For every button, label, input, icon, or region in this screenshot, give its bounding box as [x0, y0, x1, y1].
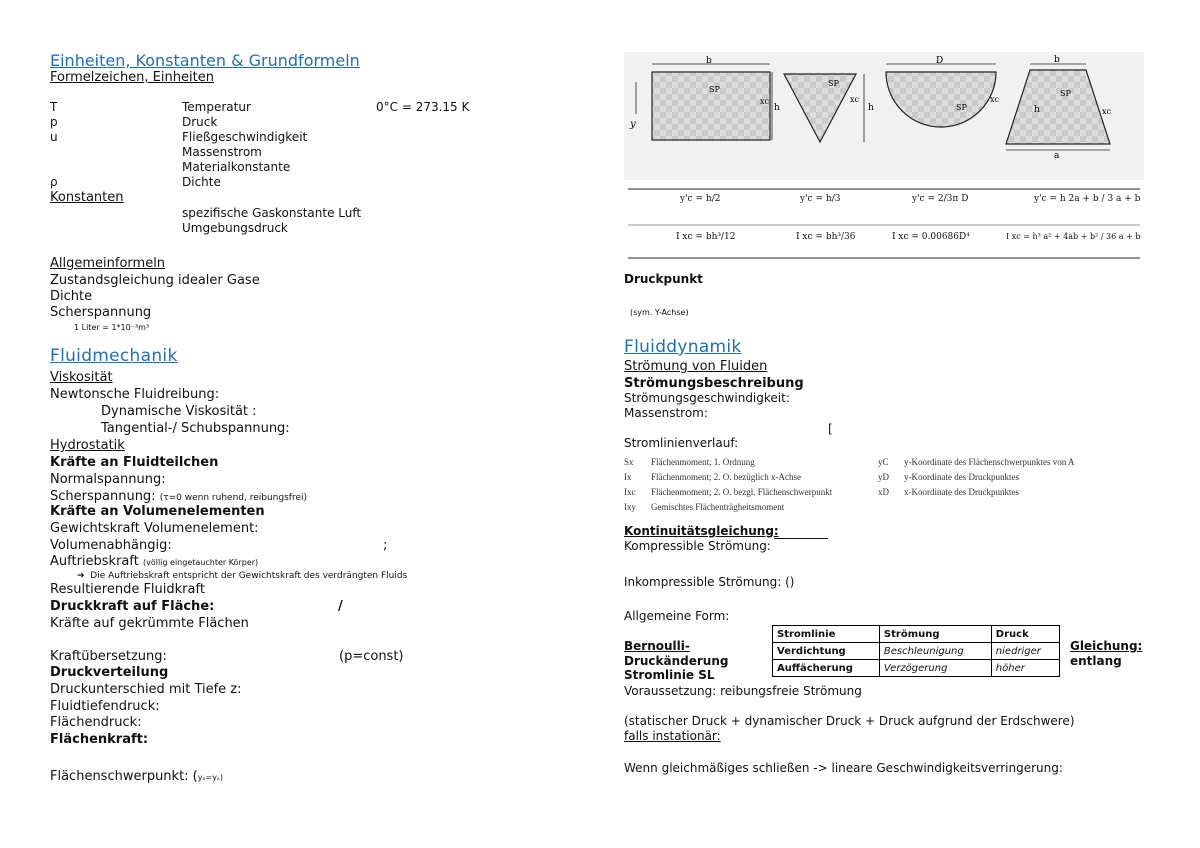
heading-druckpunkt: Druckpunkt	[624, 272, 703, 286]
label-sp3: SP	[956, 103, 967, 112]
formula-ix-rect: I xc = bh³/12	[676, 232, 736, 242]
name-temperatur: Temperatur	[182, 100, 251, 114]
symbol-T: T	[50, 100, 58, 114]
text-stroemungsgeschwindigkeit: Strömungsgeschwindigkeit:	[624, 391, 790, 405]
table-cell: Beschleunigung	[879, 643, 991, 660]
druckkraft-slash: /	[338, 599, 343, 614]
auftrieb-note: (völlig eingetauchter Körper)	[142, 558, 259, 567]
legend-yd-symbol: yD	[878, 472, 889, 482]
label-y1: y	[630, 119, 636, 130]
label-sp2: SP	[828, 79, 839, 88]
symbol-rho: ρ	[50, 175, 58, 189]
text-stromlinienverlauf: Stromlinienverlauf:	[624, 436, 739, 450]
formula-yc-rect: y'c = h/2	[680, 194, 721, 204]
symbol-p: p	[50, 115, 58, 129]
heading-stroemung-fluiden: Strömung von Fluiden	[624, 359, 768, 374]
heading-stroemungsbeschreibung: Strömungsbeschreibung	[624, 376, 804, 391]
text-auftriebskraft	[50, 555, 258, 570]
text-liter: 1 Liter = 1*10⁻³m³	[74, 323, 150, 332]
legend-ixy-symbol: Ixy	[624, 502, 636, 512]
text-dichte: Dichte	[50, 289, 93, 304]
text-p-const: (p=const)	[339, 649, 404, 664]
konstante-umgebungsdruck: Umgebungsdruck	[182, 221, 288, 235]
table-cell: Verzögerung	[879, 660, 991, 677]
text-statischer-druck: (statischer Druck + dynamischer Druck + Druck aufgrund der Erdschwere)	[624, 714, 1075, 728]
label-h2: h	[868, 103, 874, 113]
heading-allgemeinformeln: Allgemeinformeln	[50, 256, 166, 271]
legend-ixc-text: Flächenmoment; 2. O. bezgl. Flächenschwerpunkt	[651, 487, 833, 497]
text-sym-y-achse: (sym. Y-Achse)	[630, 308, 689, 317]
auftrieb-text: Die Auftriebskraft entspricht der Gewichtskraft des verdrängten Fluids	[90, 571, 408, 581]
text-normalspannung: Normalspannung:	[50, 472, 166, 487]
label-h4: h	[1034, 105, 1040, 115]
symbol-u: u	[50, 130, 58, 144]
semicolon: ;	[383, 538, 388, 553]
legend-sx-symbol: Sx	[624, 457, 634, 467]
text-newton: Newtonsche Fluidreibung:	[50, 387, 220, 402]
name-materialkonstante: Materialkonstante	[182, 160, 291, 174]
table-row	[773, 626, 1060, 643]
heading-flaechenkraft: Flächenkraft:	[50, 732, 149, 747]
legend-ixc-symbol: Ixc	[624, 487, 636, 497]
name-massenstrom: Massenstrom	[182, 145, 262, 159]
table-cell: Verdichtung	[773, 643, 880, 660]
heading-druckverteilung: Druckverteilung	[50, 665, 169, 680]
label-a4: a	[1054, 151, 1060, 161]
label-xc1: xc	[760, 97, 769, 106]
stromlinie-table	[772, 625, 1060, 677]
formula-yc-semicircle: y'c = 2/3π D	[912, 194, 969, 204]
legend-ix-symbol: Ix	[624, 472, 632, 482]
legend-yc-text: y-Koordinate des Flächenschwerpunktes von A	[904, 457, 1075, 467]
table-cell: Auffächerung	[773, 660, 880, 677]
text-gekruemmt: Kräfte auf gekrümmte Flächen	[50, 616, 249, 631]
label-b4: b	[1054, 55, 1060, 65]
name-druck: Druck	[182, 115, 218, 129]
text-dynvisk: Dynamische Viskosität :	[101, 404, 257, 419]
text-scherspannung: Scherspannung	[50, 305, 152, 320]
text-flaechenschwerpunkt	[50, 770, 223, 785]
legend-yd-text: y-Koordinate des Druckpunktes	[904, 472, 1019, 482]
rectangle-shape	[652, 72, 770, 140]
konstante-gaskonstante: spezifische Gaskonstante Luft	[182, 206, 362, 220]
formula-ix-triangle: I xc = bh³/36	[796, 232, 856, 242]
text-instationaer: falls instationär:	[624, 729, 721, 743]
heading-druckkraft: Druckkraft auf Fläche:	[50, 599, 215, 614]
schwerpunkt-sub: yₛ=yₛ)	[197, 773, 224, 782]
legend-xd-text: x-Koordinate des Druckpunktes	[904, 487, 1019, 497]
text-zustandsgleichung: Zustandsgleichung idealer Gase	[50, 273, 260, 288]
heading-fluiddynamik: Fluiddynamik	[624, 337, 742, 357]
label-sp4: SP	[1060, 89, 1071, 98]
subtitle-formelzeichen: Formelzeichen, Einheiten	[50, 70, 214, 85]
schwerpunkt-label: Flächenschwerpunkt: (	[50, 769, 198, 784]
label-xc3: xc	[990, 95, 999, 104]
table-cell: höher	[991, 660, 1059, 677]
text-allgemeine-form: Allgemeine Form:	[624, 609, 730, 623]
temperature-conversion: 0°C = 273.15 K	[376, 100, 470, 114]
arrow-right-icon: ➔	[77, 571, 85, 581]
open-bracket: [	[828, 422, 833, 436]
table-cell: Strömung	[879, 626, 991, 643]
formula-ix-trapezoid: I xc = h³ a² + 4ab + b² / 36 a + b	[1006, 232, 1141, 241]
text-gleichmaessig: Wenn gleichmäßiges schließen -> lineare Geschwindigkeitsverringerung:	[624, 761, 1063, 775]
legend-sx-text: Flächenmoment; 1. Ordnung	[651, 457, 755, 467]
text-kompressibel: Kompressible Strömung:	[624, 539, 771, 553]
text-entlang: entlang	[1070, 654, 1122, 668]
name-fliessgeschwindigkeit: Fließgeschwindigkeit	[182, 130, 308, 144]
text-fluidtiefendruck: Fluidtiefendruck:	[50, 699, 160, 714]
flaechenschwerpunkt-figure	[624, 52, 1144, 264]
table-cell: Stromlinie	[773, 626, 880, 643]
label-d3: D	[936, 56, 944, 66]
text-stromlinie-sl: Stromlinie SL	[624, 668, 715, 682]
heading-kontinuitaetsgleichung: Kontinuitätsgleichung:	[624, 524, 779, 538]
text-tangential: Tangential-/ Schubspannung:	[101, 421, 290, 436]
auftrieb-explanation	[77, 571, 407, 581]
heading-hydrostatik: Hydrostatik	[50, 438, 125, 453]
heading-kraefte-teilchen: Kräfte an Fluidteilchen	[50, 455, 219, 470]
scher2-note: (τ=0 wenn ruhend, reibungsfrei)	[159, 493, 307, 503]
formula-ix-semicircle: I xc = 0.00686D⁴	[892, 232, 970, 242]
text-resultierend: Resultierende Fluidkraft	[50, 582, 205, 597]
label-xc2: xc	[850, 95, 859, 104]
text-druckaenderung: Druckänderung	[624, 654, 729, 668]
heading-viskositaet: Viskosität	[50, 370, 113, 385]
text-druckunterschied: Druckunterschied mit Tiefe z:	[50, 682, 242, 697]
table-cell: Druck	[991, 626, 1059, 643]
heading-gleichung: Gleichung:	[1070, 639, 1143, 653]
legend-xd-symbol: xD	[878, 487, 889, 497]
heading-kraefte-volumen: Kräfte an Volumenelementen	[50, 504, 265, 519]
legend-ixy-text: Gemischtes Flächenträgheitsmoment	[651, 502, 785, 512]
table-row	[773, 660, 1060, 677]
table-cell: niedriger	[991, 643, 1059, 660]
underline-extension	[774, 538, 828, 539]
label-xc4: xc	[1102, 107, 1111, 116]
text-scherspannung2	[50, 490, 307, 505]
name-dichte: Dichte	[182, 175, 221, 189]
formula-yc-triangle: y'c = h/3	[800, 194, 841, 204]
legend-yc-symbol: yC	[878, 457, 889, 467]
text-massenstrom: Massenstrom:	[624, 406, 708, 420]
heading-bernoulli: Bernoulli-	[624, 639, 690, 653]
formula-yc-trapezoid: y'c = h 2a + b / 3 a + b	[1034, 194, 1141, 204]
table-row	[773, 643, 1060, 660]
text-gewichtskraft: Gewichtskraft Volumenelement:	[50, 521, 259, 536]
auftrieb-label: Auftriebskraft	[50, 554, 139, 569]
text-flaechendruck: Flächendruck:	[50, 715, 142, 730]
label-b1: b	[706, 56, 712, 66]
heading-fluidmechanik: Fluidmechanik	[50, 346, 178, 366]
heading-konstanten: Konstanten	[50, 190, 124, 205]
scher2-label: Scherspannung:	[50, 489, 156, 504]
text-volumenabhaengig: Volumenabhängig:	[50, 538, 172, 553]
section-title: Einheiten, Konstanten & Grundformeln	[50, 51, 360, 70]
label-h1: h	[774, 103, 780, 113]
label-sp1: SP	[709, 85, 720, 94]
legend-ix-text: Flächenmoment; 2. O. bezüglich x-Achse	[651, 472, 801, 482]
text-kraftuebersetzung: Kraftübersetzung:	[50, 649, 167, 664]
text-voraussetzung: Voraussetzung: reibungsfreie Strömung	[624, 684, 862, 698]
text-inkompressibel: Inkompressible Strömung: ()	[624, 575, 795, 589]
